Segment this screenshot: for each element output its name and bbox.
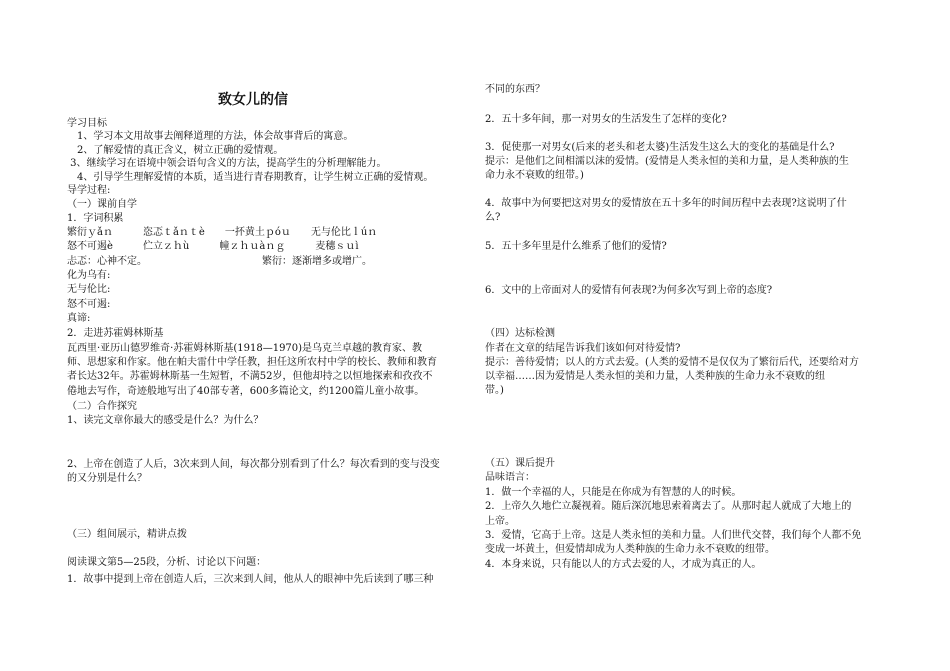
left-line: 1、学习本文用故事去阐释道理的方法，体会故事背后的寓意。 xyxy=(67,131,354,142)
right-line: 提示：善待爱情；以人的方式去爱。(人类的爱情不是仅仅为了繁衍后代，还要给对方 xyxy=(485,357,859,368)
left-line: 无与伦比: xyxy=(67,284,111,295)
right-line: （四）达标检测 xyxy=(485,328,555,339)
right-line: 3．爱情，它高于上帝。这是人类永恒的美和力量。人们世代交替，我们每个人都不免 xyxy=(485,530,862,541)
left-line: 2、了解爱情的真正含义，树立正确的爱情观。 xyxy=(67,145,284,156)
right-line: 命力永不衰败的纽带。) xyxy=(485,170,584,181)
left-line: 4、引导学生理解爱情的本质，适当进行青春期教育，让学生树立正确的爱情观。 xyxy=(67,172,434,183)
left-line: 2．走进苏霍姆林斯基 xyxy=(67,328,164,339)
left-line: 师、思想家和作家。他在帕夫雷什中学任教，担任这所农村中学的校长、教师和教育 xyxy=(67,357,437,368)
left-line: 忐忑：心神不定。 繁衍：逐渐增多或增广。 xyxy=(67,256,372,267)
left-line: 真谛: xyxy=(67,313,91,324)
right-line: 4．故事中为何要把这对男女的爱情放在五十多年的时间历程中去表现?这说明了什 xyxy=(485,198,847,209)
left-line: 1、读完文章你最大的感受是什么？为什么？ xyxy=(67,415,264,426)
left-line: （三）组间展示，精讲点拨 xyxy=(67,529,187,540)
right-line: 5．五十多年里是什么维系了他们的爱情? xyxy=(485,241,667,252)
left-line: 1．故事中提到上帝在创造人后，三次来到人间，他从人的眼神中先后读到了哪三种 xyxy=(67,574,434,585)
right-line: 作者在文章的结尾告诉我们该如何对待爱情? xyxy=(485,343,681,354)
right-line: 4．本身来说，只有能以人的方式去爱的人，才成为真正的人。 xyxy=(485,559,762,570)
right-line: 上帝。 xyxy=(485,516,515,527)
left-line: 怒不可遏è 伫立ｚｈù 幢ｚｈｕàｎｇ 麦穗ｓｕì xyxy=(67,241,359,252)
left-line: 导学过程: xyxy=(67,185,111,196)
left-line: 瓦西里·亚历山德罗维奇·苏霍姆林斯基(1918—1970)是乌克兰卓越的教育家、教 xyxy=(67,343,423,354)
right-line: 带。) xyxy=(485,385,504,396)
left-line: （一）课前自学 xyxy=(67,199,137,210)
left-line: 2、上帝在创造了人后，3次来到人间，每次都分别看到了什么？每次看到的变与没变 xyxy=(67,459,440,470)
left-line: 繁衍ｙǎｎ 恣忑ｔǎｎｔè 一抔黄土ｐóｕ 无与伦比ｌúｎ xyxy=(67,227,378,238)
left-line: 倦地去写作，奇迹般地写出了40部专著，600多篇论文，约1200篇儿童小故事。 xyxy=(67,386,425,397)
left-line: 的又分别是什么？ xyxy=(67,473,147,484)
right-line: 2．五十多年间，那一对男女的生活发生了怎样的变化? xyxy=(485,114,727,125)
page-title: 致女儿的信 xyxy=(218,92,288,108)
right-line: 以幸福……因为爱情是人类永恒的美和力量，人类种族的生命力永不衰败的纽 xyxy=(485,371,825,382)
left-line: 阅读课文第5—25段，分析、讨论以下问题： xyxy=(67,557,267,568)
left-line: （二）合作探究 xyxy=(67,401,137,412)
left-line: 化为乌有: xyxy=(67,270,111,281)
right-line: 6．文中的上帝面对人的爱情有何表现?为何多次写到上帝的态度? xyxy=(485,285,773,296)
right-line: 3．促使那一对男女(后来的老头和老太婆)生活发生这么大的变化的基础是什么? xyxy=(485,142,835,153)
right-line: 提示：是他们之间相濡以沫的爱情。(爱情是人类永恒的美和力量，是人类种族的生 xyxy=(485,156,849,167)
left-line: 者长达32年。苏霍姆林斯基一生短暂，不满52岁，但他却持之以恒地探索和孜孜不 xyxy=(67,371,433,382)
left-line: 3、继续学习在语境中领会语句含义的方法，提高学生的分析理解能力。 xyxy=(67,158,387,169)
right-line: 品味语言： xyxy=(485,472,535,483)
right-line: 不同的东西？ xyxy=(485,84,545,95)
right-line: 么? xyxy=(485,212,501,223)
right-line: 变成一坏黄土，但爱情却成为人类种族的生命力永不衰败的纽带。 xyxy=(485,544,775,555)
right-line: 1．做一个幸福的人，只能是在你成为有智慧的人的时候。 xyxy=(485,487,742,498)
left-line: 学习目标 xyxy=(67,118,107,129)
left-line: 怒不可遏: xyxy=(67,299,111,310)
right-line: 2．上帝久久地伫立凝视着。随后深沉地思索着离去了。从那时起人就成了大地上的 xyxy=(485,501,852,512)
left-line: 1．字词积累 xyxy=(67,213,124,224)
right-line: （五）课后提升 xyxy=(485,458,555,469)
